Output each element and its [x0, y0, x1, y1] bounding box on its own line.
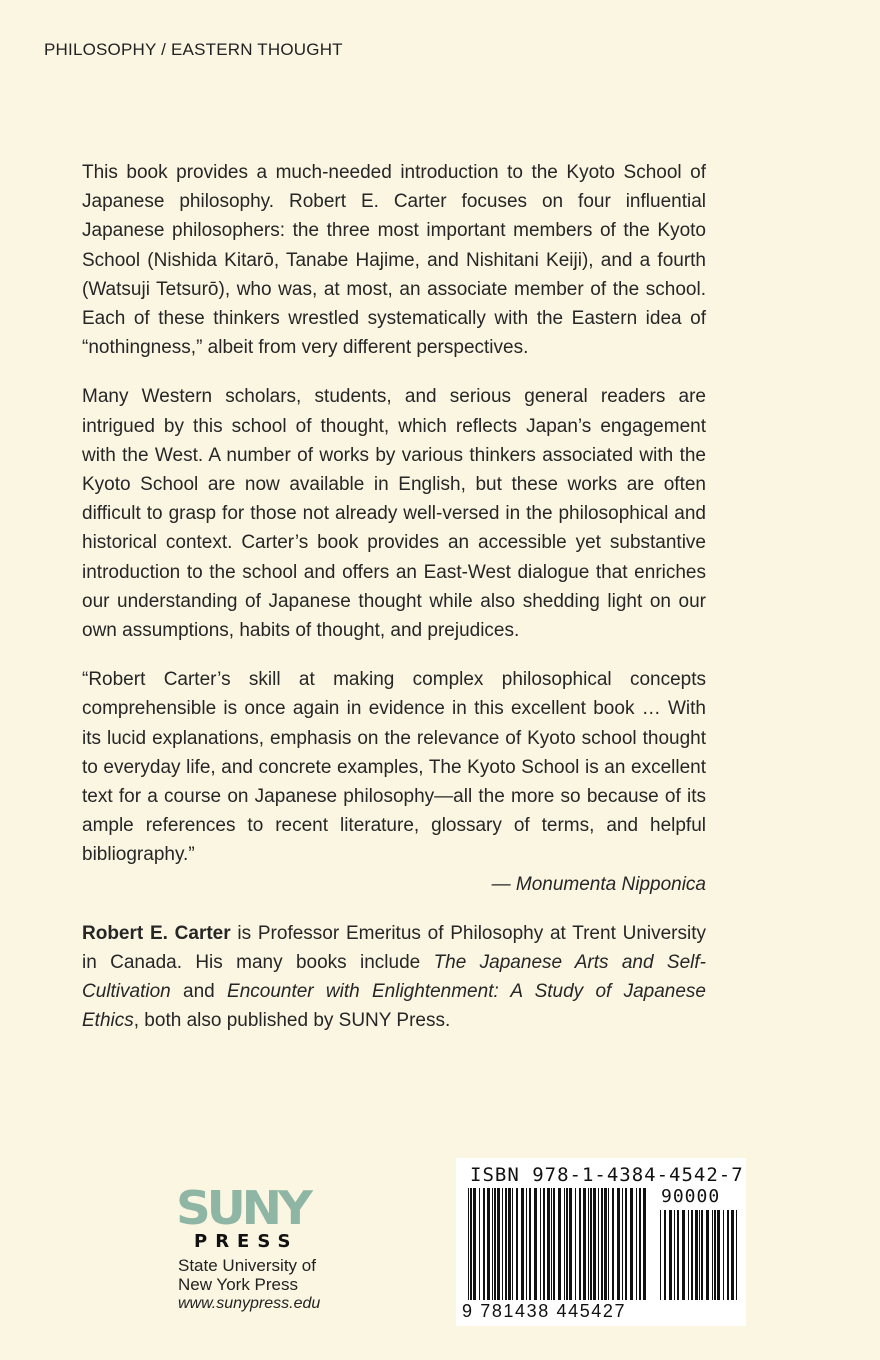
barcode-bar [608, 1188, 609, 1300]
barcode-bar [583, 1188, 586, 1300]
barcode-bar [508, 1188, 511, 1300]
price-code: 90000 [661, 1186, 721, 1207]
barcode-bar [487, 1188, 490, 1300]
book-title-2: Encounter with Enlightenment: A Study of Japanese Ethics [82, 981, 707, 1032]
category-label: PHILOSOPHY / EASTERN THOUGHT [44, 40, 343, 59]
addon-barcode [660, 1210, 737, 1300]
author-bio-text-2: and [170, 981, 228, 1003]
barcode-bar [691, 1210, 693, 1300]
barcode-bar [612, 1188, 614, 1300]
barcode-bar [521, 1188, 524, 1300]
barcode [456, 1158, 746, 1326]
barcode-bar [502, 1188, 503, 1300]
barcode-bar [590, 1188, 592, 1300]
barcode-bar [731, 1210, 734, 1300]
barcode-bar [494, 1188, 496, 1300]
barcode-bar [473, 1188, 476, 1300]
barcode-digits: 9 781438 445427 [462, 1301, 627, 1321]
barcode-bar [688, 1210, 689, 1300]
barcode-bar [682, 1210, 685, 1300]
publisher-line-2: New York Press [178, 1275, 298, 1294]
barcode-bar [598, 1188, 599, 1300]
barcode-bar [468, 1188, 469, 1300]
barcode-bar [677, 1210, 679, 1300]
barcode-bar [727, 1210, 729, 1300]
description-paragraph-2: Many Western scholars, students, and serious general readers are intrigued by this school of thought, which reflects Japan’s engagement with the West. A number of works by various thinkers associated with the Kyoto School are now available in English, but these works are often difficult to grasp for those not already well-versed in the philosophical and historical context. Carter’s book provides an accessible yet substantive introduction to the school and offers an East-West dialogue that enriches our understanding of Japanese thought while also shedding light on our own assumptions, habits of thought, and prejudices. [82, 386, 706, 642]
back-cover-text [82, 158, 706, 1056]
barcode-bar [516, 1188, 518, 1300]
author-bio [82, 919, 706, 1036]
barcode-bar [540, 1188, 541, 1300]
barcode-bar [723, 1210, 724, 1300]
barcode-bar [717, 1210, 720, 1300]
barcode-bar [479, 1188, 480, 1300]
barcode-bar [512, 1188, 513, 1300]
description-paragraph-1: This book provides a much-needed introduction to the Kyoto School of Japanese philosophy. Robert E. Carter focuses on four influential Japanese philosophers: the three most important members of the Kyoto School (Nishida Kitarō, Tanabe Hajime, and Nishitani Keiji), and a fourth (Watsuji Tetsurō), who was, at most, an associate member of the school. Each of these thinkers wrestled systematically with the Eastern idea of “nothingness,” albeit from very different perspectives. [82, 162, 706, 359]
barcode-bar [669, 1210, 672, 1300]
barcode-bar [639, 1188, 641, 1300]
publisher-url: www.sunypress.edu [178, 1295, 321, 1312]
barcode-bar [712, 1210, 713, 1300]
barcode-bar [492, 1188, 493, 1300]
barcode-bar [604, 1188, 607, 1300]
review-source: — Monumenta Nipponica [491, 873, 706, 895]
barcode-bar [543, 1188, 545, 1300]
barcode-bar [579, 1188, 581, 1300]
barcode-bar [551, 1188, 552, 1300]
author-name: Robert E. Carter [82, 922, 231, 944]
book-title-1: The Japanese Arts and Self-Cultivation [82, 952, 706, 1003]
barcode-bar [558, 1188, 561, 1300]
barcode-bar [630, 1188, 633, 1300]
barcode-bar [505, 1188, 507, 1300]
barcode-bar [547, 1188, 550, 1300]
barcode-bar [674, 1210, 675, 1300]
barcode-bar [569, 1188, 572, 1300]
barcode-bar [706, 1210, 709, 1300]
barcode-bar [497, 1188, 500, 1300]
barcode-bar [529, 1188, 531, 1300]
barcode-bar [534, 1188, 537, 1300]
suny-logo-mark: SUNY [176, 1181, 309, 1235]
barcode-bar [714, 1210, 716, 1300]
barcode-bar [625, 1188, 627, 1300]
barcode-bar [575, 1188, 576, 1300]
main-barcode [468, 1188, 646, 1300]
barcode-bar [617, 1188, 620, 1300]
barcode-bar [470, 1188, 472, 1300]
barcode-bar [588, 1188, 589, 1300]
barcode-bar [564, 1188, 565, 1300]
barcode-bar [695, 1210, 698, 1300]
publisher-line-1: State University of [178, 1256, 316, 1275]
barcode-bar [601, 1188, 603, 1300]
barcode-bar [553, 1188, 555, 1300]
barcode-bar [483, 1188, 485, 1300]
isbn-text: ISBN 978-1-4384-4542-7 [470, 1164, 744, 1186]
press-logo-mark: PRESS [194, 1231, 299, 1252]
review-quote: “Robert Carter’s skill at making complex philosophical concepts comprehensible is once again in evidence in this excellent book … With its lucid explanations, emphasis on the relevance of Kyoto school thought to everyday life, and concrete examples, The Kyoto School is an excellent text for a course on Japanese philosophy—all the more so because of its ample references to recent literature, glossary of terms, and helpful bibliography.” [82, 669, 706, 866]
author-bio-text-3: , both also published by SUNY Press. [133, 1010, 451, 1032]
barcode-bar [643, 1188, 646, 1300]
barcode-bar [566, 1188, 568, 1300]
barcode-bar [593, 1188, 596, 1300]
barcode-bar [622, 1188, 623, 1300]
barcode-bar [701, 1210, 703, 1300]
barcode-bar [736, 1210, 737, 1300]
barcode-bar [699, 1210, 700, 1300]
barcode-bar [664, 1210, 666, 1300]
barcode-bar [526, 1188, 527, 1300]
barcode-bar [660, 1210, 661, 1300]
suny-press-logo [176, 1181, 336, 1313]
barcode-bar [636, 1188, 637, 1300]
author-bio-text-1: is Professor Emeritus of Philosophy at Trent University in Canada. His many books include [82, 922, 707, 974]
